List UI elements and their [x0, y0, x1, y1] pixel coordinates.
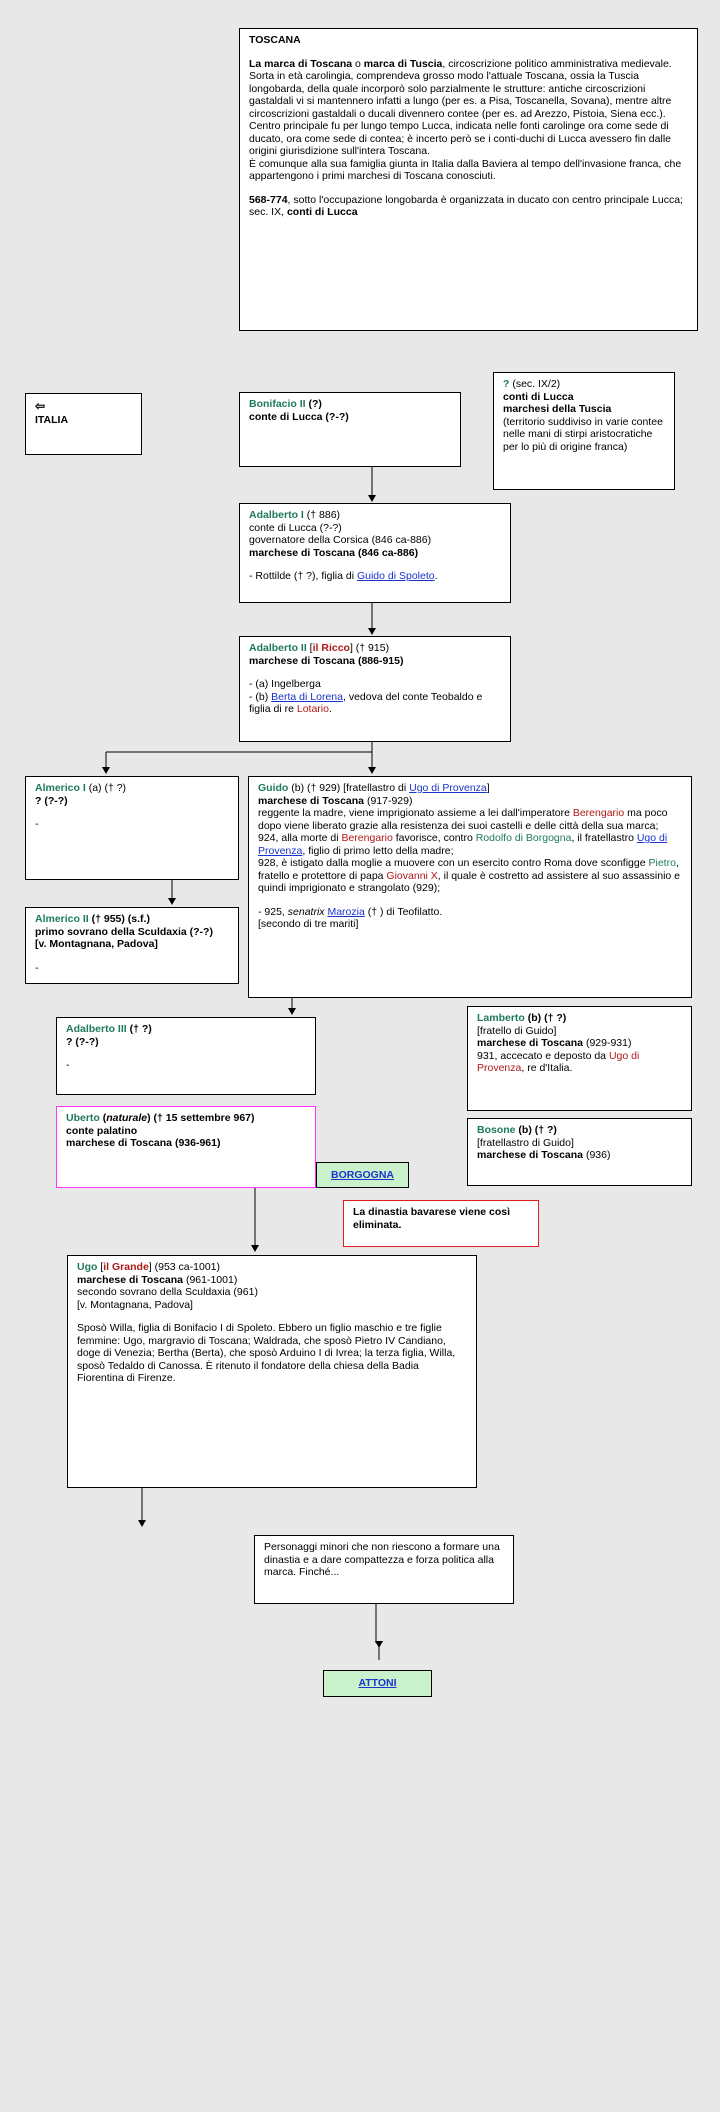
person-name[interactable]: Adalberto I: [249, 509, 304, 521]
person-name[interactable]: Bonifacio II: [249, 398, 306, 410]
person-uberto: Uberto (naturale) († 15 settembre 967) conte palatino marchese di Toscana (936-961): [56, 1106, 316, 1188]
note-personaggi-minori: Personaggi minori che non riescono a formare una dinastia e a dare compattezza e forza politica alla marca. Finché...: [254, 1535, 514, 1604]
person-adalberto-iii: Adalberto III († ?) ? (?-?) -: [56, 1017, 316, 1095]
person-almerico-i: Almerico I (a) († ?) ? (?-?) -: [25, 776, 239, 880]
toscana-paragraph-6: sec. IX, conti di Lucca: [249, 206, 358, 218]
conti-lucca-note: ? (sec. IX/2) conti di Lucca marchesi della Tuscia (territorio suddiviso in varie contee nelle mani di stirpi aristocratiche per lo più di origine franca): [493, 372, 675, 490]
person-guido: Guido (b) († 929) [fratellastro di Ugo di Provenza] marchese di Toscana (917-929) reggente la madre, viene imprigionato assieme a lei dall'imperatore Berengario ma poco dopo viene liberato grazie alla resistenza dei suoi castelli e delle città della sua marca; 924, alla morte di Berengario favorisce, contro Rodolfo di Borgogna, il fratellastro Ugo di Provenza, figlio di primo letto della madre; 928, è istigato dalla moglie a muovere con un esercito contro Roma dove sconfigge Pietro, fratello e protettore di papa Giovanni X, il quale è costretto ad assistere al suo assassinio e quindi imprigionato e strangolato (929); - 925, senatrix Marozia († ) di Teofilatto. [secondo di tre mariti]: [248, 776, 692, 998]
link-ugo-provenza[interactable]: Ugo di Provenza: [409, 782, 487, 794]
person-name[interactable]: Guido: [258, 782, 289, 794]
italia-label[interactable]: ITALIA: [35, 413, 69, 426]
person-name[interactable]: Adalberto III: [66, 1023, 127, 1035]
back-arrow-icon[interactable]: ⇦: [35, 399, 46, 413]
person-lamberto: Lamberto (b) († ?) [fratello di Guido] marchese di Toscana (929-931) 931, accecato e deposto da Ugo di Provenza, re d'Italia.: [467, 1006, 692, 1111]
toscana-title: TOSCANA: [249, 34, 301, 46]
person-name[interactable]: Lamberto: [477, 1012, 525, 1024]
person-ugo-il-grande: Ugo [il Grande] (953 ca-1001) marchese di Toscana (961-1001) secondo sovrano della Sculdaxia (961) [v. Montagnana, Padova] Sposò Willa, figlia di Bonifacio I di Spoleto. Ebbero un figlio maschio e tre figlie femmine: Ugo, margravio di Toscana; Waldrada, che sposò Pietro IV Candiano, doge di Venezia; Bertha (Berta), che sposò Arduino I di Ivrea; la terza figlia, Willa, sposò Tedaldo di Canossa. È ritenuto il fondatore della chiesa della Badia Fiorentina di Firenze.: [67, 1255, 477, 1488]
person-bosone: Bosone (b) († ?) [fratellastro di Guido] marchese di Toscana (936): [467, 1118, 692, 1186]
link-ugo-provenza-2[interactable]: Ugo di Provenza: [258, 832, 668, 857]
note-dinastia-bavarese: La dinastia bavarese viene così eliminata.: [343, 1200, 539, 1247]
toscana-paragraph-4: È comunque alla sua famiglia giunta in Italia dalla Baviera al tempo dell'invasione franca, che appartengono i primi marchesi di Toscana conosciuti.: [249, 157, 682, 182]
attoni-nav-button[interactable]: ATTONI: [323, 1670, 432, 1697]
link-berta-lorena[interactable]: Berta di Lorena: [271, 690, 343, 703]
toscana-paragraph-1: La marca di Toscana o marca di Tuscia, circoscrizione politico amministrativa medievale.: [249, 57, 672, 70]
link-guido-spoleto[interactable]: Guido di Spoleto: [356, 570, 435, 582]
italia-nav-box[interactable]: [25, 393, 142, 455]
person-adalberto-i: Adalberto I († 886) conte di Lucca (?-?) governatore della Corsica (846 ca-886) marchese di Toscana (846 ca-886) - Rottilde († ?), figlia di Guido di Spoleto.: [239, 503, 511, 603]
borgogna-nav-button[interactable]: BORGOGNA: [316, 1162, 409, 1188]
toscana-paragraph-5: 568-774, sotto l'occupazione longobarda è organizzata in ducato con centro principale Lucca;: [249, 193, 683, 206]
person-name[interactable]: Ugo: [77, 1261, 98, 1273]
person-name[interactable]: Adalberto II: [249, 642, 307, 654]
person-title: conte di Lucca (?-?): [249, 410, 349, 423]
toscana-intro-box: [239, 28, 698, 331]
person-name[interactable]: Almerico I: [35, 782, 86, 794]
toscana-paragraph-3: Centro principale fu per lungo tempo Lucca, indicata nelle fonti carolinge ora come sede di ducato, ora come sede di contea; è incerto però se i conti-duchi di Lucca avessero fin dalle origini giurisdizione sull'intera Toscana.: [249, 120, 671, 157]
person-name[interactable]: Almerico II: [35, 913, 89, 925]
person-adalberto-ii: Adalberto II [il Ricco] († 915) marchese di Toscana (886-915) - (a) Ingelberga - (b) Berta di Lorena, vedova del conte Teobaldo e figlia di re Lotario.: [239, 636, 511, 742]
person-name[interactable]: Bosone: [477, 1124, 516, 1136]
person-name[interactable]: Uberto: [66, 1112, 100, 1124]
toscana-paragraph-2: Sorta in età carolingia, comprendeva grosso modo l'attuale Toscana, ossia la Tuscia longobarda, della quale incorporò solo parzialmente le strutture: antiche circoscrizioni gastaldali vi si mantennero infatti a lungo (per es. a Pisa, Toscanella, Sovana), mentre altre circoscrizioni gastaldali o ducali divennero contee (per es. ad Arezzo, Pistoia, Siena ecc.).: [249, 70, 672, 120]
link-marozia[interactable]: Marozia: [327, 905, 365, 918]
person-bonifacio-ii: Bonifacio II (?) conte di Lucca (?-?): [239, 392, 461, 467]
person-almerico-ii: Almerico II († 955) (s.f.) primo sovrano della Sculdaxia (?-?) [v. Montagnana, Padova] -: [25, 907, 239, 984]
ugo-description: Sposò Willa, figlia di Bonifacio I di Spoleto. Ebbero un figlio maschio e tre figlie femmine: Ugo, margravio di Toscana; Waldrada, che sposò Pietro IV Candiano, doge di Venezia; Bertha (Berta), che sposò Arduino I di Ivrea; la terza figlia, Willa, sposò Tedaldo di Canossa. È ritenuto il fondatore della chiesa della Badia Fiorentina di Firenze.: [77, 1322, 456, 1384]
